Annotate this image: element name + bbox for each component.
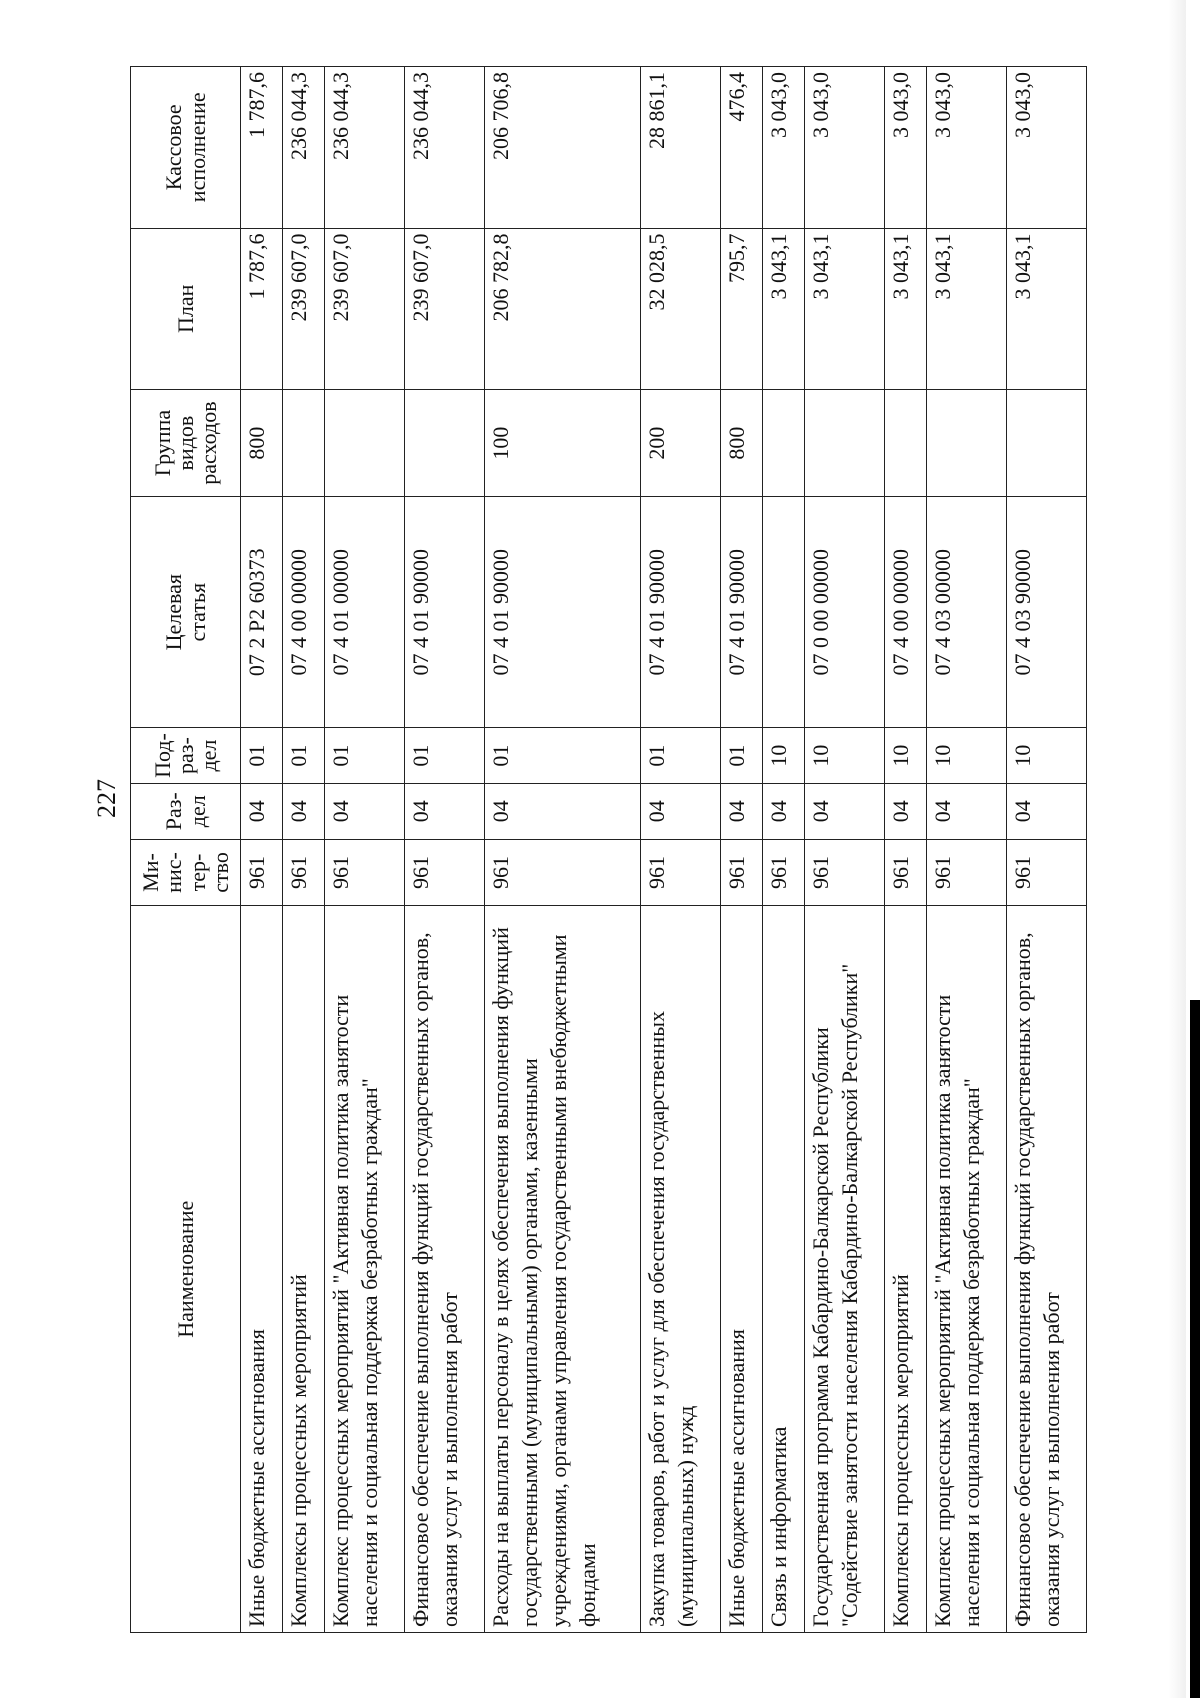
- cell-ministry: 961: [324, 839, 404, 906]
- cell-target: 07 4 01 90000: [484, 497, 640, 728]
- header-exec-text: Кассовое исполнение: [161, 92, 210, 203]
- cell-plan: 795,7: [721, 228, 763, 389]
- cell-subsection: 01: [241, 728, 283, 784]
- cell-group: [1006, 390, 1086, 497]
- header-subsection: [131, 728, 241, 784]
- cell-name: Иные бюджетные ассигнования: [241, 906, 283, 1633]
- cell-name: Комплексы процессных мероприятий: [884, 906, 926, 1633]
- cell-exec: 3 043,0: [804, 67, 884, 229]
- cell-exec: 476,4: [721, 67, 763, 229]
- cell-plan: 206 782,8: [484, 228, 640, 389]
- cell-plan: 3 043,1: [884, 228, 926, 389]
- cell-name: Комплекс процессных мероприятий "Активная политика занятости населения и социальная поддержка безработных граждан": [324, 906, 404, 1633]
- cell-exec: 236 044,3: [324, 67, 404, 229]
- cell-name: Иные бюджетные ассигнования: [721, 906, 763, 1633]
- cell-target: 07 4 00 00000: [282, 497, 324, 728]
- table-row: [484, 67, 640, 1633]
- cell-group: [282, 390, 324, 497]
- cell-group: 100: [484, 390, 640, 497]
- header-plan-text: План: [172, 284, 198, 333]
- table-row: [404, 67, 484, 1633]
- cell-plan: 3 043,1: [926, 228, 1006, 389]
- header-subsection-text: Под- раз- дел: [149, 733, 222, 778]
- table-row: [721, 67, 763, 1633]
- cell-group: [804, 390, 884, 497]
- cell-group: 800: [721, 390, 763, 497]
- cell-target: 07 4 01 90000: [641, 497, 721, 728]
- cell-section: 04: [641, 783, 721, 839]
- cell-target: 07 4 03 00000: [926, 497, 1006, 728]
- table-row: [762, 67, 804, 1633]
- cell-subsection: 10: [804, 728, 884, 784]
- cell-section: 04: [282, 783, 324, 839]
- table-row: [884, 67, 926, 1633]
- cell-name: Связь и информатика: [762, 906, 804, 1633]
- cell-section: 04: [404, 783, 484, 839]
- cell-plan: 3 043,1: [1006, 228, 1086, 389]
- cell-subsection: 10: [1006, 728, 1086, 784]
- cell-target: 07 2 Р2 60373: [241, 497, 283, 728]
- cell-target: 07 4 01 90000: [404, 497, 484, 728]
- header-ministry: [131, 839, 241, 906]
- cell-exec: 3 043,0: [926, 67, 1006, 229]
- table-header-row: [131, 67, 241, 1633]
- cell-section: 04: [484, 783, 640, 839]
- cell-subsection: 10: [762, 728, 804, 784]
- cell-group: 200: [641, 390, 721, 497]
- cell-target: 07 4 03 90000: [1006, 497, 1086, 728]
- cell-section: 04: [926, 783, 1006, 839]
- cell-plan: 239 607,0: [404, 228, 484, 389]
- cell-exec: 3 043,0: [884, 67, 926, 229]
- cell-ministry: 961: [804, 839, 884, 906]
- table-row: [282, 67, 324, 1633]
- page-number: 227: [92, 779, 121, 818]
- cell-name: Финансовое обеспечение выполнения функций государственных органов, оказания услуг и выполнения работ: [1006, 906, 1086, 1633]
- cell-target: 07 4 01 90000: [721, 497, 763, 728]
- budget-table: [130, 66, 1087, 1633]
- cell-ministry: 961: [641, 839, 721, 906]
- cell-exec: 236 044,3: [404, 67, 484, 229]
- cell-subsection: 10: [884, 728, 926, 784]
- cell-ministry: 961: [241, 839, 283, 906]
- scan-edge-shadow: [1168, 0, 1186, 1698]
- cell-ministry: 961: [721, 839, 763, 906]
- cell-ministry: 961: [484, 839, 640, 906]
- cell-plan: 3 043,1: [804, 228, 884, 389]
- cell-exec: 206 706,8: [484, 67, 640, 229]
- cell-exec: 1 787,6: [241, 67, 283, 229]
- cell-group: 800: [241, 390, 283, 497]
- header-name: Наименование: [131, 906, 241, 1633]
- table-row: [926, 67, 1006, 1633]
- cell-group: [926, 390, 1006, 497]
- budget-table-rotated: [130, 66, 1087, 1633]
- cell-plan: 32 028,5: [641, 228, 721, 389]
- cell-section: 04: [804, 783, 884, 839]
- cell-exec: 236 044,3: [282, 67, 324, 229]
- cell-subsection: 01: [721, 728, 763, 784]
- cell-exec: 28 861,1: [641, 67, 721, 229]
- cell-group: [884, 390, 926, 497]
- header-section: [131, 783, 241, 839]
- cell-ministry: 961: [926, 839, 1006, 906]
- header-target: [131, 497, 241, 728]
- table-row: [804, 67, 884, 1633]
- cell-exec: 3 043,0: [1006, 67, 1086, 229]
- cell-target: 07 0 00 00000: [804, 497, 884, 728]
- table-row: [1006, 67, 1086, 1633]
- cell-plan: 239 607,0: [324, 228, 404, 389]
- cell-group: [324, 390, 404, 497]
- header-target-text: Целевая статья: [161, 574, 210, 651]
- cell-section: 04: [1006, 783, 1086, 839]
- cell-section: 04: [762, 783, 804, 839]
- cell-ministry: 961: [282, 839, 324, 906]
- cell-subsection: 01: [282, 728, 324, 784]
- cell-target: [762, 497, 804, 728]
- cell-exec: 3 043,0: [762, 67, 804, 229]
- cell-group: [404, 390, 484, 497]
- table-body: [241, 67, 1087, 1633]
- cell-section: 04: [721, 783, 763, 839]
- cell-ministry: 961: [884, 839, 926, 906]
- cell-subsection: 10: [926, 728, 1006, 784]
- cell-name: Комплексы процессных мероприятий: [282, 906, 324, 1633]
- cell-section: 04: [241, 783, 283, 839]
- header-ministry-text: Ми- нис- тер- ство: [138, 852, 233, 893]
- cell-plan: 3 043,1: [762, 228, 804, 389]
- table-row: [641, 67, 721, 1633]
- cell-group: [762, 390, 804, 497]
- header-group: [131, 390, 241, 497]
- cell-section: 04: [884, 783, 926, 839]
- cell-subsection: 01: [484, 728, 640, 784]
- header-exec: [131, 67, 241, 229]
- cell-subsection: 01: [404, 728, 484, 784]
- cell-name: Закупка товаров, работ и услуг для обеспечения государственных (муниципальных) нужд: [641, 906, 721, 1633]
- header-section-text: Раз- дел: [161, 792, 210, 831]
- table-row: [241, 67, 283, 1633]
- cell-name: Государственная программа Кабардино-Балкарской Республики "Содействие занятости населения Кабардино-Балкарской Республики": [804, 906, 884, 1633]
- header-plan: [131, 228, 241, 389]
- cell-name: Расходы на выплаты персоналу в целях обеспечения выполнения функций государственными (муниципальными) органами, казенными учреждениями, органами управления государственными внебюджетными фондами: [484, 906, 640, 1633]
- cell-subsection: 01: [641, 728, 721, 784]
- cell-target: 07 4 00 00000: [884, 497, 926, 728]
- cell-target: 07 4 01 00000: [324, 497, 404, 728]
- cell-section: 04: [324, 783, 404, 839]
- cell-ministry: 961: [404, 839, 484, 906]
- cell-ministry: 961: [1006, 839, 1086, 906]
- cell-name: Комплекс процессных мероприятий "Активная политика занятости населения и социальная поддержка безработных граждан": [926, 906, 1006, 1633]
- cell-plan: 239 607,0: [282, 228, 324, 389]
- scan-edge-bar: [1190, 1000, 1200, 1698]
- cell-plan: 1 787,6: [241, 228, 283, 389]
- cell-ministry: 961: [762, 839, 804, 906]
- cell-name: Финансовое обеспечение выполнения функций государственных органов, оказания услуг и выполнения работ: [404, 906, 484, 1633]
- table-row: [324, 67, 404, 1633]
- header-group-text: Группа видов расходов: [149, 401, 222, 485]
- cell-subsection: 01: [324, 728, 404, 784]
